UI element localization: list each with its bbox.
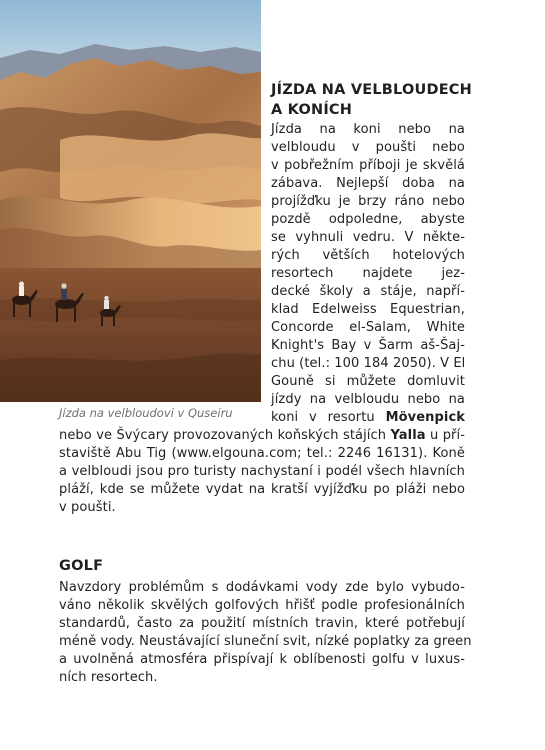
text-line: Concorde el-Salam, White <box>271 320 465 335</box>
text-line-movenpick <box>271 409 465 427</box>
text-line: váno několik skvělých golfových hřišť podle profesionálních <box>59 598 465 613</box>
text-line: Knight's Bay v Šarm aš-Šaj- <box>271 338 465 353</box>
text-line: méně vody. Neustávající sluneční svit, nízké poplatky za green <box>59 634 472 649</box>
text-line: zábava. Nejlepší doba na <box>271 176 465 191</box>
text-line: projížďku je brzy ráno nebo <box>271 194 465 209</box>
text-line: pláží, kde se můžete vydat na kratší vyjížďku po pláži nebo <box>59 482 465 497</box>
text-line: Navzdory problémům s dodávkami vody zde bylo vybudo- <box>59 580 465 595</box>
desert-camel-photo <box>0 0 261 402</box>
text-run: koni v resortu <box>271 410 386 425</box>
text-line: v pobřežním příboji je skvělá <box>271 158 465 173</box>
text-line: a uvolněná atmosféra přispívají k oblíbenosti golfu v luxus- <box>59 652 465 667</box>
text-line: klad Edelweiss Equestrian, <box>271 302 465 317</box>
mountain-highlight <box>60 133 261 203</box>
text-line: pozdě odpoledne, abyste <box>271 212 465 227</box>
text-line: chu (tel.: 100 184 2050). V El <box>271 356 466 371</box>
text-line: a velbloudi jsou pro turisty nachystaní i podél všech hlavních <box>59 464 465 479</box>
text-run: nebo ve Švýcary provozovaných koňských stájích <box>59 428 391 443</box>
text-line: resortech najdete jez- <box>271 266 465 281</box>
text-line: v poušti. <box>59 500 116 515</box>
text-line: decké školy a stáje, napří- <box>271 284 465 299</box>
desert-landscape-image <box>0 0 261 402</box>
text-line: velbloudu v poušti nebo <box>271 140 465 155</box>
text-line: ních resortech. <box>59 670 158 685</box>
text-line: Gouně si můžete domluvit <box>271 374 465 389</box>
text-run: u pří- <box>425 428 465 443</box>
text-line: rých větších hotelových <box>271 248 465 263</box>
text-line: se vyhnuli vedru. V někte- <box>271 230 465 245</box>
golf-section-heading: GOLF <box>59 558 104 574</box>
text-line: Jízda na koni nebo na <box>271 122 465 137</box>
heading-line: A KONÍCH <box>271 102 353 118</box>
text-line-yalla <box>59 427 465 445</box>
resort-name-movenpick: Mövenpick <box>385 410 465 425</box>
text-line: jízdy na velbloudu nebo na <box>271 392 465 407</box>
camel-section-heading <box>271 80 531 120</box>
text-line: staviště Abu Tig (www.elgouna.com; tel.: 2246 16131). Koně <box>59 446 465 461</box>
heading-line: JÍZDA NA VELBLOUDECH <box>271 82 472 98</box>
text-line: standardů, často za použití místních travin, které potřebují <box>59 616 465 631</box>
photo-caption: Jízda na velbloudovi v Quseiru <box>59 406 233 420</box>
stable-name-yalla: Yalla <box>390 428 426 443</box>
